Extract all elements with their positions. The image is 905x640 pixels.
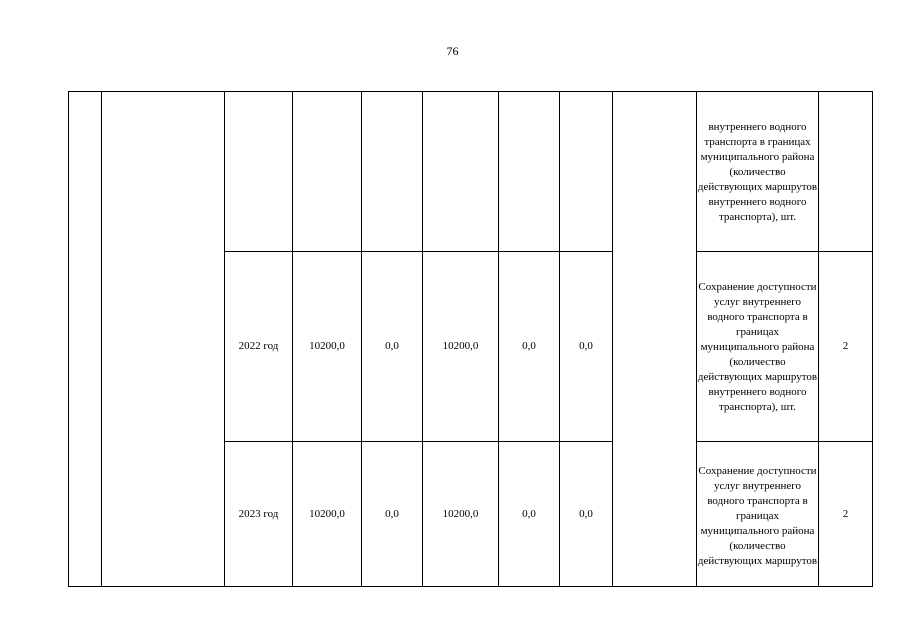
indicator-text: Сохранение доступности услуг внутреннего водного транспорта в границах муниципального района (количество действующих маршрутов внутреннего водного транспорта), шт.	[697, 281, 818, 413]
indicator-text: Сохранение доступности услуг внутреннего водного транспорта в границах муниципального района (количество действующих маршрутов	[697, 464, 818, 567]
cell-indicator-value	[819, 92, 873, 252]
cell-indicator-description	[697, 92, 819, 252]
cell-col2	[362, 92, 423, 252]
cell-total: 10200,0	[293, 252, 362, 442]
cell-indicator-description	[697, 252, 819, 442]
budget-table	[68, 91, 873, 587]
cell-number	[69, 92, 102, 587]
cell-year: 2022 год	[225, 252, 293, 442]
cell-indicator-description	[697, 442, 819, 587]
cell-total	[293, 92, 362, 252]
cell-col3: 10200,0	[423, 442, 499, 587]
cell-col5	[560, 92, 613, 252]
cell-total: 10200,0	[293, 442, 362, 587]
cell-col5: 0,0	[560, 252, 613, 442]
cell-col2: 0,0	[362, 442, 423, 587]
table-row	[69, 92, 873, 252]
cell-col3: 10200,0	[423, 252, 499, 442]
cell-year: 2023 год	[225, 442, 293, 587]
page-number: 76	[446, 44, 459, 58]
indicator-text: внутреннего водного транспорта в границах муниципального района (количество действующих маршрутов внутреннего водного транспорта), шт.	[697, 121, 818, 223]
cell-col5: 0,0	[560, 442, 613, 587]
cell-col4: 0,0	[499, 442, 560, 587]
cell-col4: 0,0	[499, 252, 560, 442]
cell-col2: 0,0	[362, 252, 423, 442]
cell-year	[225, 92, 293, 252]
cell-name	[102, 92, 225, 587]
cell-col4	[499, 92, 560, 252]
cell-indicator-value: 2	[819, 442, 873, 587]
cell-empty	[613, 92, 697, 587]
cell-indicator-value: 2	[819, 252, 873, 442]
cell-col3	[423, 92, 499, 252]
